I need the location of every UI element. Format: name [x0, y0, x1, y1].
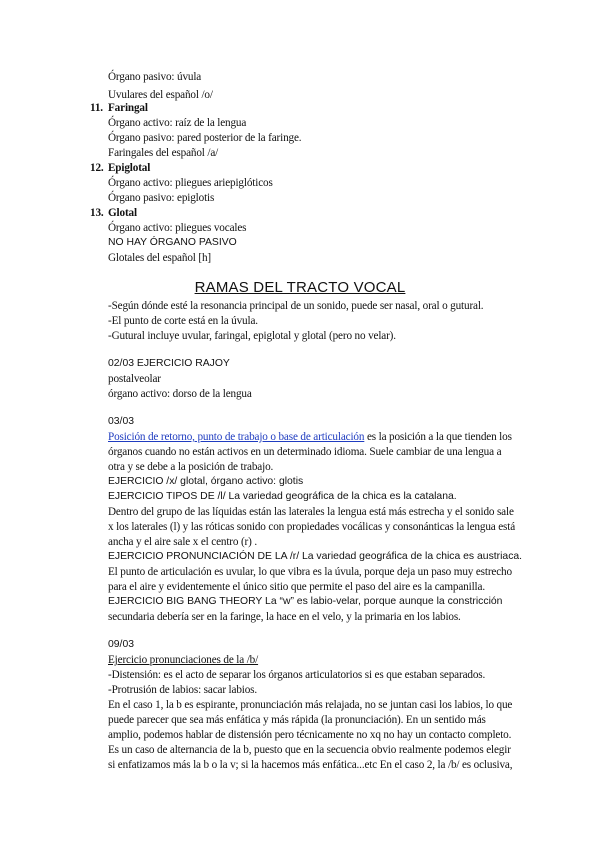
paragraph-line: -Distensión: es el acto de separar los órganos articulatorios si es que estaban separados.: [108, 669, 486, 681]
ejercicio-r-line: EJERCICIO PRONUNCIACIÓN DE LA /r/ La variedad geográfica de la chica es austriaca.: [108, 551, 523, 562]
paragraph-line: otra y se debe a la posición de trabajo.: [108, 461, 274, 473]
list-item-line: Órgano activo: pliegues ariepiglóticos: [108, 177, 273, 189]
list-number-12: 12.: [90, 162, 104, 174]
date-0903: 09/03: [108, 639, 135, 650]
paragraph-line: ancha y el aire sale x el centro (r) .: [108, 536, 257, 548]
organo-pasivo-uvula: Órgano pasivo: úvula: [108, 71, 202, 83]
paragraph-line: x los laterales (l) y las róticas sonido con propiedades vocálicas y consonánticas la lengua está: [108, 521, 516, 533]
list-item-line: Órgano activo: pliegues vocales: [108, 222, 247, 234]
paragraph-line: si enfatizamos más la b o la v; si la hacemos más enfática...etc En el caso 2, la /b/ es oclusiva,: [108, 759, 513, 771]
list-item-line: Órgano pasivo: epiglotis: [108, 192, 215, 204]
rajoy-line: postalveolar: [108, 373, 161, 385]
heading-glotal: Glotal: [108, 207, 137, 219]
ejercicio-pronunciaciones-heading: Ejercicio pronunciaciones de la /b/: [108, 654, 259, 666]
list-item-line: Órgano pasivo: pared posterior de la faringe.: [108, 132, 302, 144]
list-item-line: Glotales del español [h]: [108, 252, 211, 264]
paragraph-line: puede parecer que sea más enfática y más rápida (la pronunciación). En un sentido más: [108, 714, 486, 726]
paragraph-line: para el aire y evidentemente el único sitio que permite el paso del aire es la campanilla.: [108, 581, 485, 593]
list-number-13: 13.: [90, 207, 104, 219]
ejercicio-rajoy-heading: 02/03 EJERCICIO RAJOY: [108, 358, 230, 369]
paragraph-line: En el caso 1, la b es espirante, pronunciación más relajada, no se juntan casi los labios, lo que: [108, 699, 513, 711]
list-item-line: Faringales del español /a/: [108, 147, 219, 159]
paragraph-line: -Protrusión de labios: sacar labios.: [108, 684, 258, 696]
ejercicio-tipos-line: EJERCICIO TIPOS DE /l/ La variedad geográfica de la chica es la catalana.: [108, 491, 457, 502]
ramas-line: -Gutural incluye uvular, faringal, epiglotal y glotal (pero no velar).: [108, 330, 396, 342]
ramas-line: -El punto de corte está en la úvula.: [108, 315, 258, 327]
paragraph-line: secundaria debería ser en la faringe, la hace en el velo, y la primaria en los labios.: [108, 611, 461, 623]
ramas-line: -Según dónde esté la resonancia principal de un sonido, puede ser nasal, oral o gutural.: [108, 300, 484, 312]
heading-faringal: Faringal: [108, 102, 148, 114]
paragraph-line: [108, 430, 512, 444]
date-0303: 03/03: [108, 416, 135, 427]
heading-epiglotal: Epiglotal: [108, 162, 151, 174]
no-hay-organo-pasivo: NO HAY ÓRGANO PASIVO: [108, 237, 237, 248]
rajoy-line: órgano activo: dorso de la lengua: [108, 388, 252, 400]
uvulares-line: Uvulares del español /o/: [108, 89, 213, 101]
paragraph-line: Dentro del grupo de las líquidas están las laterales la lengua está más estrecha y el sonido sale: [108, 506, 514, 518]
paragraph-line: amplio, podemos hablar de distensión pero técnicamente no xq no hay un contacto completo.: [108, 729, 512, 741]
posicion-de-retorno-link[interactable]: Posición de retorno, punto de trabajo o base de articulación: [108, 431, 365, 443]
ejercicio-x-line: EJERCICIO /x/ glotal, órgano activo: glotis: [108, 476, 304, 487]
link-continuation: es la posición a la que tienden los: [364, 431, 512, 443]
paragraph-line: órganos cuando no están activos en un determinado idioma. Suele cambiar de una lengua a: [108, 446, 502, 458]
paragraph-line: El punto de articulación es uvular, lo que vibra es la úvula, porque deja un paso muy estrecho: [108, 566, 512, 578]
paragraph-line: Es un caso de alternancia de la b, puesto que en la secuencia obvio realmente podemos elegir: [108, 744, 511, 756]
list-item-line: Órgano activo: raíz de la lengua: [108, 117, 247, 129]
list-number-11: 11.: [90, 102, 103, 114]
ejercicio-big-bang-line: EJERCICIO BIG BANG THEORY La “w” es labio-velar, porque aunque la constricción: [108, 596, 503, 607]
section-title: RAMAS DEL TRACTO VOCAL: [194, 279, 406, 296]
